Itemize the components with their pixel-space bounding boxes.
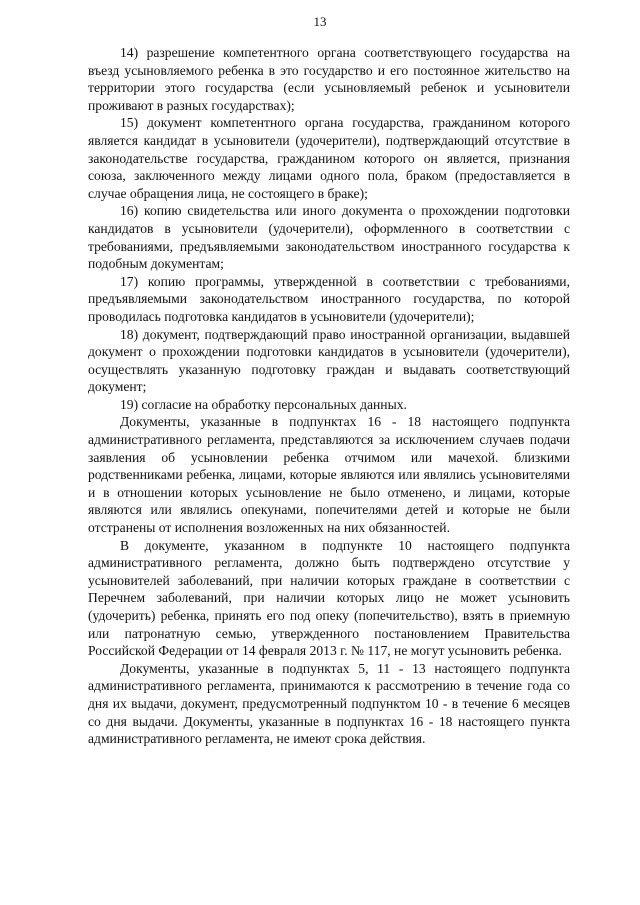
paragraph-item-18: 18) документ, подтверждающий право иностранной организации, выдавшей документ о прохождении подготовки кандидатов в усыновители (удочерители), осуществлять указанную подготовку граждан и выдавать соответствующий документ;: [88, 326, 570, 395]
page-number: 13: [313, 14, 327, 29]
paragraph-item-19: 19) согласие на обработку персональных данных.: [120, 396, 407, 412]
paragraph-documents-16-18: Документы, указанные в подпунктах 16 - 18 настоящего подпункта административного регламента, представляются за исключением случаев подачи заявления об усыновлении ребенка отчимом или мачехой. близкими родственниками ребенка, лицами, которые являются или являлись усыновителями и в отношении которых усыновление не было отменено, и лицами, которые являются или являлись опекунами, попечителями детей и которые не были отстранены от исполнения возложенных на них обязанностей.: [88, 414, 570, 536]
paragraph-validity-period: Документы, указанные в подпунктах 5, 11 - 13 настоящего подпункта административного регламента, принимаются к рассмотрению в течение года со дня их выдачи, документ, предусмотренный подпунктом 10 - в течение 6 месяцев со дня выдачи. Документы, указанные в подпунктах 16 - 18 настоящего пункта административного регламента, не имеют срока действия.: [88, 660, 570, 747]
paragraph-item-17: 17) копию программы, утвержденной в соответствии с требованиями, предъявляемыми законодательством иностранного государства, по которой проводилась подготовка кандидатов в усыновители (удочерители);: [88, 273, 570, 324]
paragraph-item-15: 15) документ компетентного органа государства, гражданином которого является кандидат в усыновители (удочерители), подтверждающий отсутствие в законодательстве государства, гражданином которого он является, признания союза, заключенного между лицами одного пола, браком (предоставляется в случае обращения лица, не состоящего в браке);: [88, 115, 570, 201]
paragraph-item-14: 14) разрешение компетентного органа соответствующего государства на въезд усыновляемого ребенка в это государство и его постоянное жительство на территории этого государства (если усыновляемый ребенок и усыновители проживают в разных государствах);: [88, 45, 570, 113]
document-body: [88, 44, 570, 748]
paragraph-medical-document: В документе, указанном в подпункте 10 настоящего подпункта административного регламента, должно быть подтверждено отсутствие у усыновителей заболеваний, при наличии которых граждане в соответствии с Перечнем заболеваний, при наличии которых лицо не может усыновить (удочерить) ребенка, принять его под опеку (попечительство), взять в приемную или патронатную семью, утвержденного постановлением Правительства Российской Федерации от 14 февраля 2013 г. № 117, не могут усыновить ребенка.: [88, 537, 570, 659]
paragraph-item-16: 16) копию свидетельства или иного документа о прохождении подготовки кандидатов в усыновители (удочерители), оформленного в соответствии с требованиями, предъявляемыми законодательством иностранного государства к подобным документам;: [88, 203, 570, 272]
